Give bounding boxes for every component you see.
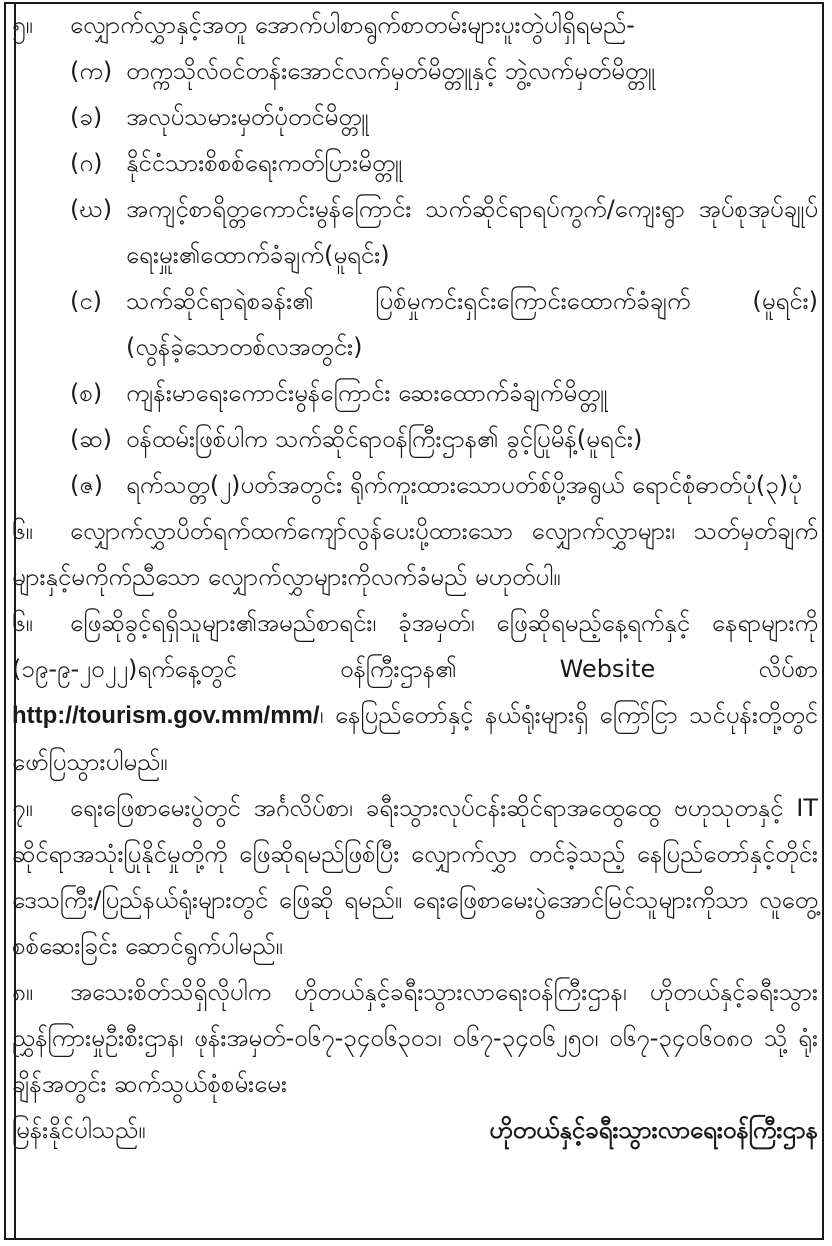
list-item <box>70 370 818 416</box>
item-text-continued: ၊ နေပြည်တော်နှင့် နယ်ရုံးများရှိ ကြော်ငြာ သင်ပုန်းတို့တွင်ဖော်ပြသွားပါမည်။ <box>12 701 818 776</box>
list-item-label: (စ) <box>70 379 103 407</box>
list-item-text: အကျင့်စာရိတ္တကောင်းမွန်ကြောင်း သက်ဆိုင်ရာရပ်ကွက်/ကျေးရွာ အုပ်စုအုပ်ချုပ်ရေးမှူး၏ထောက်ခံချက်(မူရင်း) <box>126 195 818 269</box>
item-text: ဖြေဆိုခွင့်ရရှိသူများ၏အမည်စာရင်း၊ ခုံအမှတ်၊ ဖြေဆိုရမည့်နေ့ရက်နှင့် နေရာများကို (၁၉-၉-၂၀၂၂)ရက်နေ့တွင် ဝန်ကြီးဌာန၏ Website လိပ်စာ <box>12 609 818 683</box>
list-item-label: (ဃ) <box>70 195 113 223</box>
list-item <box>70 186 818 278</box>
list-item-text: တက္ကသိုလ်ဝင်တန်းအောင်လက်မှတ်မိတ္တူနှင့် ဘွဲ့လက်မှတ်မိတ္တူ <box>126 57 656 85</box>
item-number: ၇။ <box>12 794 33 822</box>
list-item-label: (ဂ) <box>70 149 103 177</box>
item-8 <box>12 785 818 969</box>
list-item <box>70 94 818 140</box>
website-link[interactable]: http://tourism.gov.mm/mm/ <box>12 702 320 729</box>
issuing-ministry: ဟိုတယ်နှင့်ခရီးသွားလာရေးဝန်ကြီးဌာန <box>489 1116 818 1144</box>
item-number: ၆။ <box>12 609 33 637</box>
list-item-label: (ဇ) <box>70 471 103 499</box>
list-item-text: ဝန်ထမ်းဖြစ်ပါက သက်ဆိုင်ရာဝန်ကြီးဌာန၏ ခွင့်ပြုမိန့်(မူရင်း) <box>126 425 643 453</box>
item-text: လျှောက်လွှာနှင့်အတူ အောက်ပါစာရွက်စာတမ်းများပူးတွဲပါရှိရမည်- <box>70 11 635 39</box>
document-list <box>12 48 818 508</box>
closing-line <box>12 1107 818 1153</box>
item-6 <box>12 508 818 600</box>
list-item <box>70 416 818 462</box>
list-item-text: နိုင်ငံသားစိစစ်ရေးကတ်ပြားမိတ္တူ <box>126 149 403 177</box>
list-item <box>70 462 818 508</box>
list-item <box>70 140 818 186</box>
item-5 <box>12 2 818 48</box>
item-number: ၈။ <box>12 978 33 1006</box>
list-item-text: ရက်သတ္တ(၂)ပတ်အတွင်း ရိုက်ကူးထားသောပတ်စ်ပို့အရွယ် ရောင်စုံဓာတ်ပုံ(၃)ပုံ <box>126 471 802 499</box>
list-item <box>70 278 818 370</box>
list-item <box>70 48 818 94</box>
list-item-text: အလုပ်သမားမှတ်ပုံတင်မိတ္တူ <box>126 103 369 131</box>
item-number: ၅။ <box>12 11 33 39</box>
list-item-label: (က) <box>70 57 113 85</box>
list-item-text: သက်ဆိုင်ရာရဲစခန်း၏ ပြစ်မှုကင်းရှင်းကြောင်းထောက်ခံချက် (မူရင်း) (လွန်ခဲ့သောတစ်လအတွင်း) <box>126 287 818 361</box>
item-number: ၆။ <box>12 517 33 545</box>
item-7 <box>12 600 818 785</box>
item-text: လျှောက်လွှာပိတ်ရက်ထက်ကျော်လွန်ပေးပို့ထားသော လျှောက်လွှာများ၊ သတ်မှတ်ချက်များနှင့်မကိုက်ညီသော လျှောက်လွှာများကိုလက်ခံမည် မဟုတ်ပါ။ <box>12 517 818 591</box>
item-text-end: မြန်းနိုင်ပါသည်။ <box>12 1116 146 1144</box>
list-item-text: ကျန်းမာရေးကောင်းမွန်ကြောင်း ဆေးထောက်ခံချက်မိတ္တူ <box>126 379 608 407</box>
list-item-label: (င) <box>70 287 103 315</box>
item-9 <box>12 969 818 1107</box>
list-item-label: (ခ) <box>70 103 103 131</box>
item-text: ရေးဖြေစာမေးပွဲတွင် အင်္ဂလိပ်စာ၊ ခရီးသွားလုပ်ငန်းဆိုင်ရာအထွေထွေ ဗဟုသုတနှင့် IT ဆိုင်ရာအသုံးပြုနိုင်မှုတို့ကို ဖြေဆိုရမည်ဖြစ်ပြီး လျှောက်လွှာ တင်ခဲ့သည့် နေပြည်တော်နှင့်တိုင်းဒေသကြီး/ပြည်နယ်ရုံးများတွင် ဖြေဆို ရမည်။ ရေးဖြေစာမေးပွဲအောင်မြင်သူများကိုသာ လူတွေ့စစ်ဆေးခြင်း ဆောင်ရွက်ပါမည်။ <box>12 794 818 960</box>
list-item-label: (ဆ) <box>70 425 112 453</box>
item-text: အသေးစိတ်သိရှိလိုပါက ဟိုတယ်နှင့်ခရီးသွားလာရေးဝန်ကြီးဌာန၊ ဟိုတယ်နှင့်ခရီးသွားညွှန်ကြားမှုဦးစီးဌာန၊ ဖုန်းအမှတ်-၀၆၇-၃၄၀၆၃၀၁၊ ၀၆၇-၃၄၀၆၂၅၀၊ ၀၆၇-၃၄၀၆၀၈၀ သို့ ရုံးချိန်အတွင်း ဆက်သွယ်စုံစမ်းမေး <box>12 978 818 1098</box>
notice-body <box>12 2 818 1153</box>
